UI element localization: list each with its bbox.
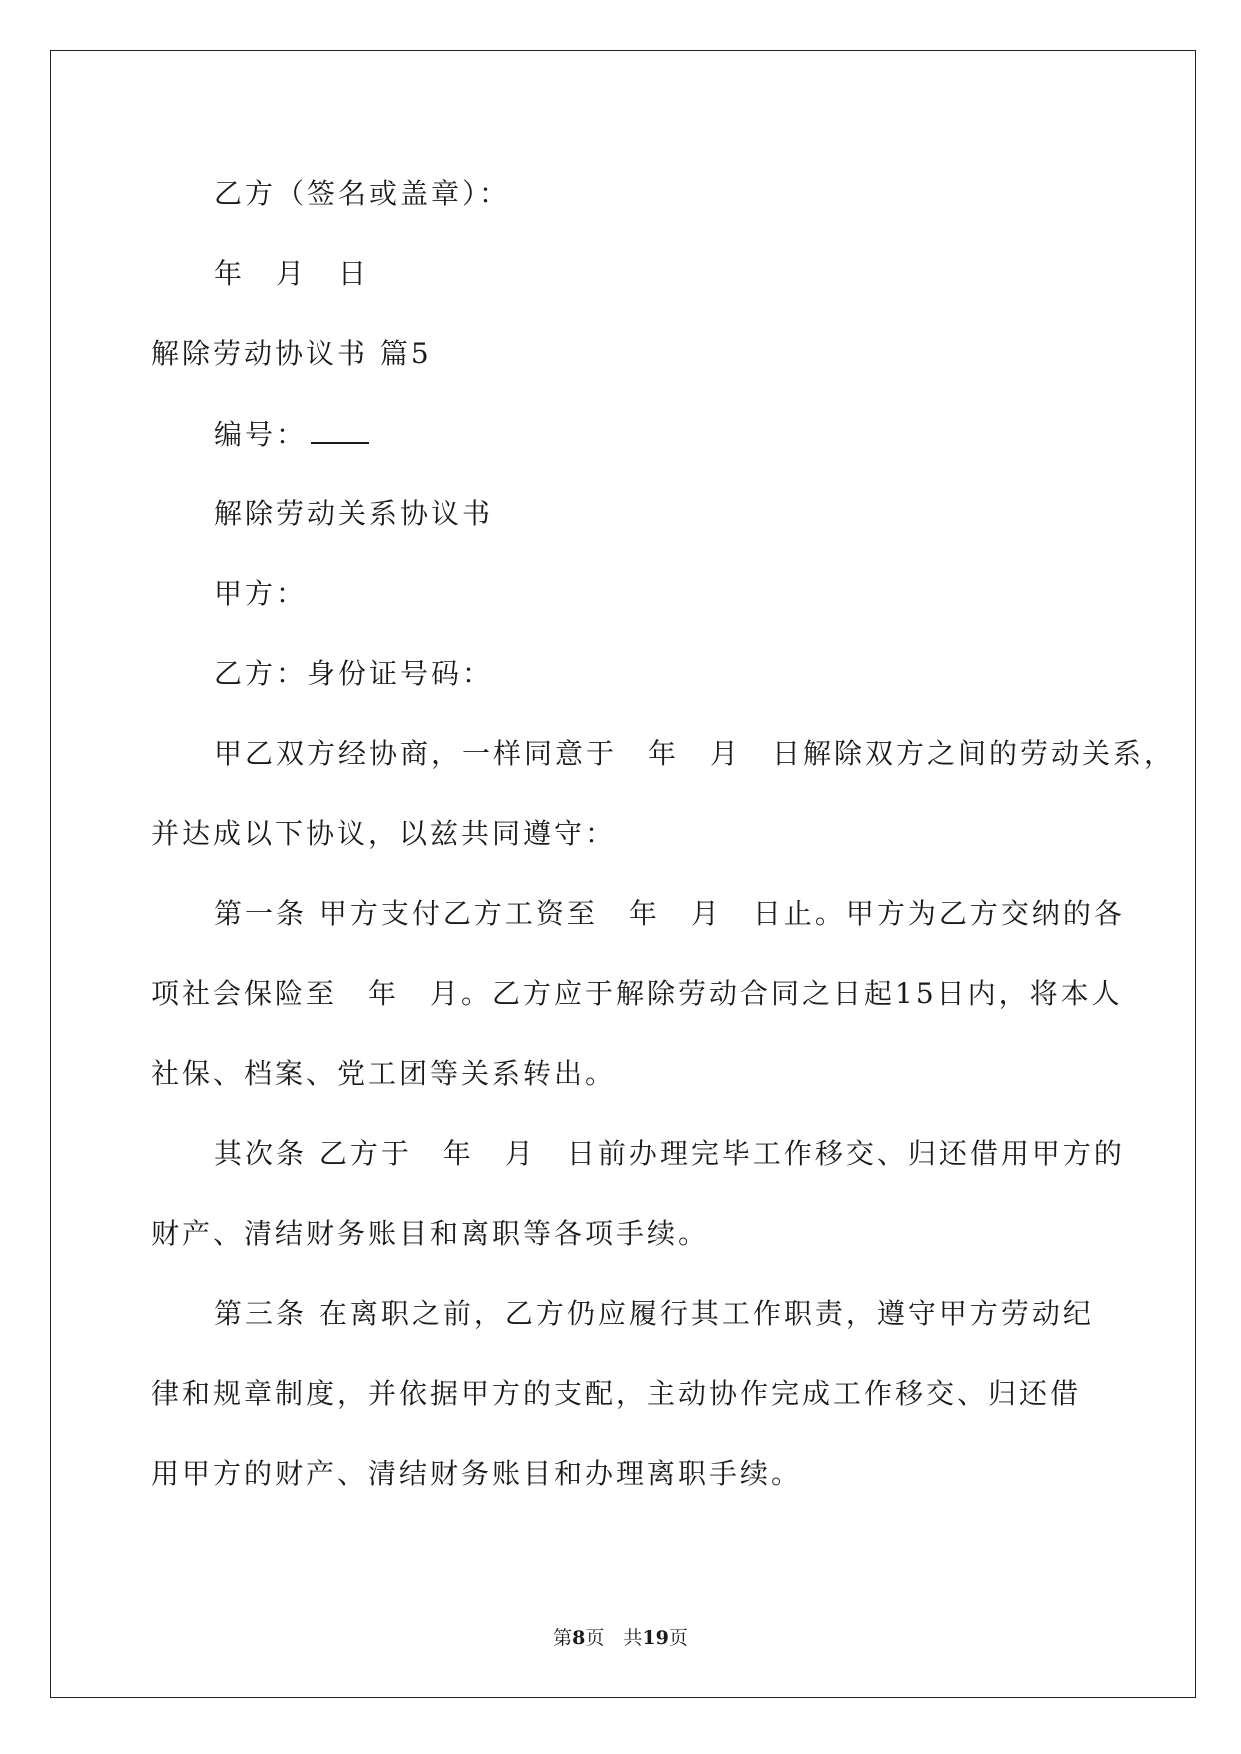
party-b-signature-line: 乙方（签名或盖章）：: [214, 177, 511, 210]
page-border: [50, 50, 1196, 1698]
current-page-number: 8: [572, 1627, 586, 1649]
page-middle-text: 页 共: [585, 1627, 643, 1649]
page-suffix: 页: [668, 1627, 688, 1649]
serial-number-line: [214, 416, 369, 453]
date-line: 年 月 日: [214, 257, 370, 290]
total-page-number: 19: [642, 1627, 669, 1649]
party-b-id-line: 乙方：身份证号码：: [214, 657, 494, 690]
article-2-line-2: 财产、清结财务账目和离职等各项手续。: [151, 1217, 710, 1250]
page-prefix: 第: [553, 1627, 573, 1649]
party-a-line: 甲方：: [214, 577, 308, 610]
article-3-line-1: 第三条 在离职之前，乙方仍应履行其工作职责，遵守甲方劳动纪: [214, 1297, 1094, 1330]
section-title: 解除劳动协议书 篇5: [151, 337, 432, 370]
paragraph-intro-line-1: 甲乙双方经协商，一样同意于 年 月 日解除双方之间的劳动关系，: [214, 737, 1176, 770]
article-3-line-2: 律和规章制度，并依据甲方的支配，主动协作完成工作移交、归还借: [151, 1377, 1082, 1410]
article-1-line-1: 第一条 甲方支付乙方工资至 年 月 日止。甲方为乙方交纳的各: [214, 897, 1125, 930]
paragraph-intro-line-2: 并达成以下协议，以兹共同遵守：: [151, 817, 617, 850]
serial-number-label: 编号：: [214, 418, 308, 451]
article-1-line-2: 项社会保险至 年 月。乙方应于解除劳动合同之日起15日内，将本人: [151, 977, 1123, 1010]
article-3-line-3: 用甲方的财产、清结财务账目和办理离职手续。: [151, 1457, 803, 1490]
page-number-footer: [0, 1626, 1241, 1650]
serial-number-blank: [311, 416, 369, 444]
article-2-line-1: 其次条 乙方于 年 月 日前办理完毕工作移交、归还借用甲方的: [214, 1137, 1125, 1170]
article-1-line-3: 社保、档案、党工团等关系转出。: [151, 1057, 617, 1090]
agreement-title: 解除劳动关系协议书: [214, 497, 494, 530]
